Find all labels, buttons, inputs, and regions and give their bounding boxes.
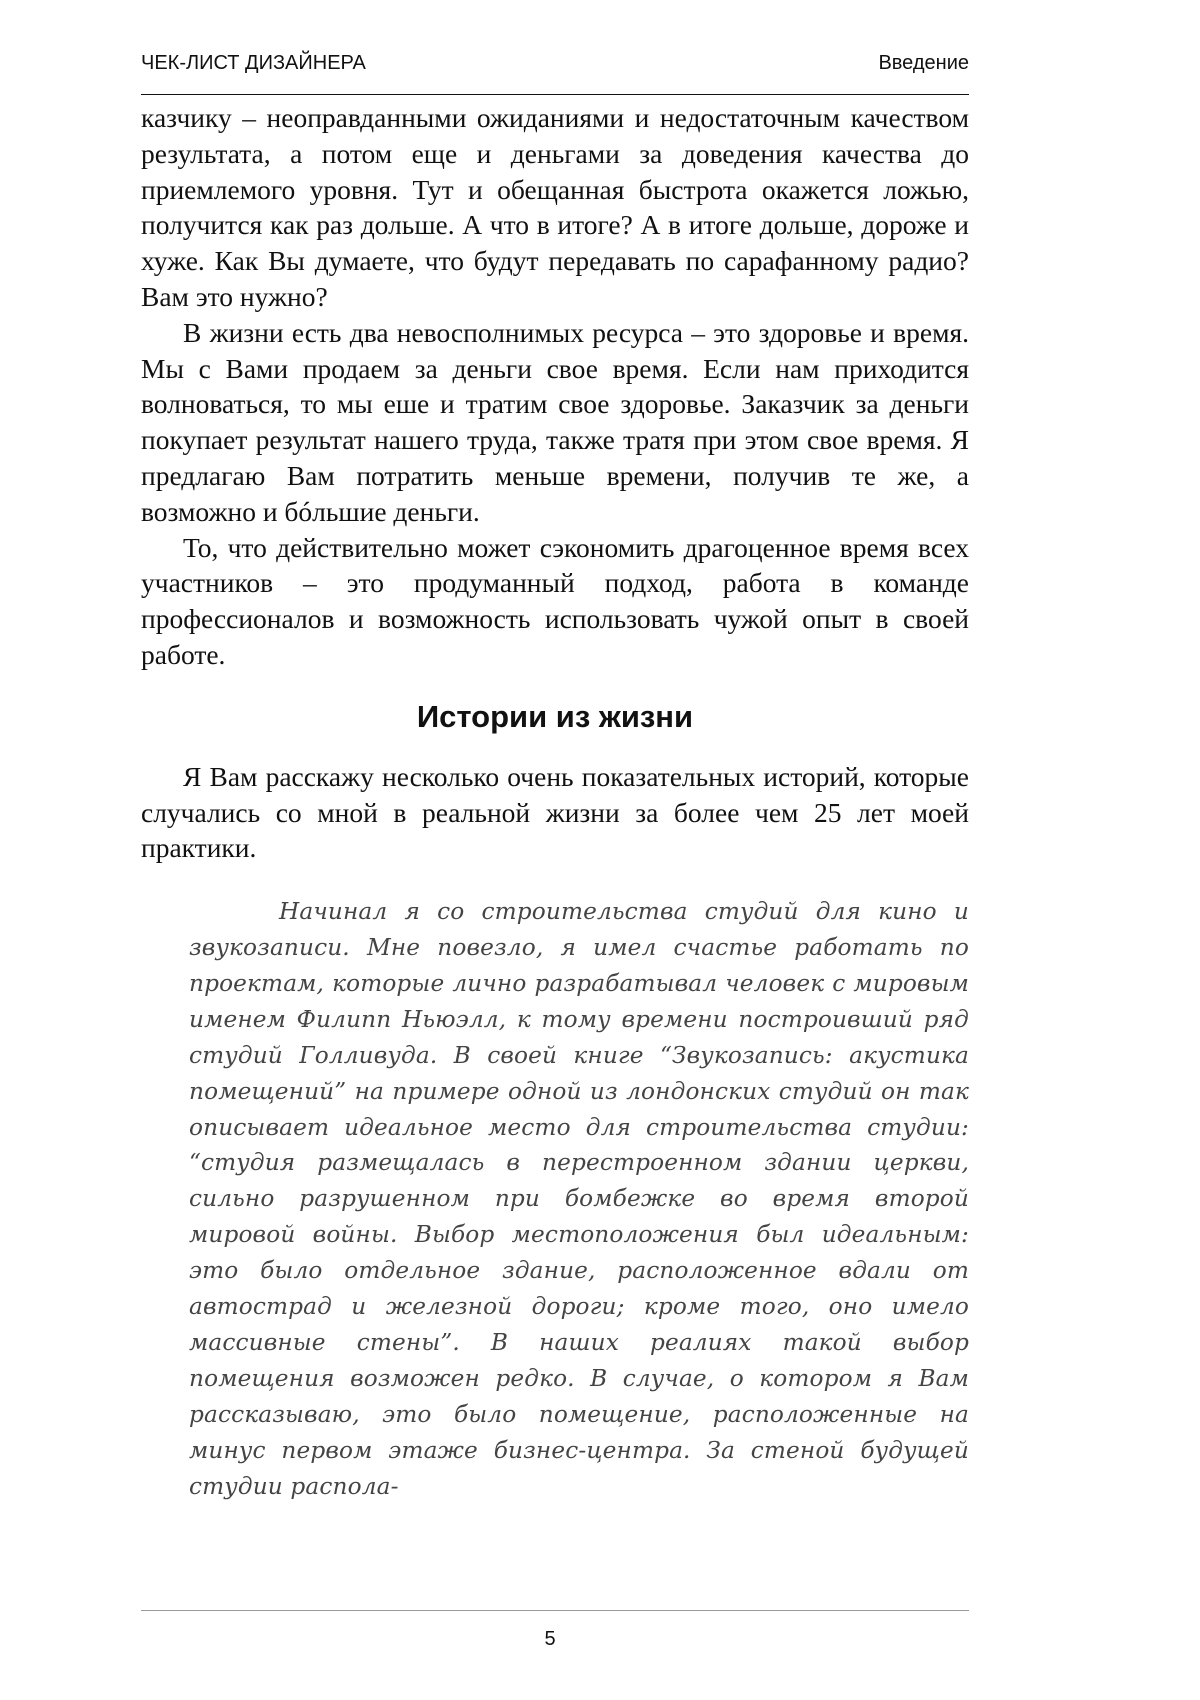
section-heading: Истории из жизни (416, 698, 694, 734)
story-quote (189, 894, 969, 1504)
footer-divider (141, 1610, 969, 1611)
paragraph: казчику – неоправданными ожиданиями и недостаточным качеством результата, а потом еще и деньгами за доведения качества до приемлемого уровня. Тут и обещанная быстрота окажется ложью, получится как раз дольше. А что в итоге? А в итоге дольше, дороже и хуже. Как Вы думаете, что будут передавать по сарафанному радио? Вам это нужно? (141, 102, 969, 312)
chapter-title: Введение (878, 52, 969, 74)
running-header (141, 52, 969, 92)
page-body (141, 100, 969, 1505)
paragraph: То, что действительно может сэкономить драгоценное время всех участников – это продуманный подход, работа в команде профессионалов и возможность использовать чужой опыт в своей работе. (141, 531, 969, 670)
paragraph: В жизни есть два невосполнимых ресурса – это здоровье и время. Мы с Вами продаем за деньги свое время. Если нам приходится волноваться, то мы еше и тратим свое здоровье. Заказчик за деньги покупает результат нашего труда, также тратя при этом свое время. Я предлагаю Вам потратить меньше времени, получив те же, а возможно и бóльшие деньги. (141, 316, 969, 527)
section-intro: Я Вам расскажу несколько очень показательных историй, которые случались со мной в реальной жизни за более чем 25 лет моей практики. (141, 760, 969, 864)
header-divider (141, 94, 969, 95)
quote-text: Начинал я со строительства студий для кино и звукозаписи. Мне повезло, я имел счастье работать по проектам, которые лично разрабатывал человек с мировым именем Филипп Ньюэлл, к тому времени построивший ряд студий Голливуда. В своей книге “Звукозапись: акустика помещений” на примере одной из лондонских студий он так описывает идеальное место для строительства студии: “студия размещалась в перестроенном здании церкви, сильно разрушенном при бомбежке во время второй мировой войны. Выбор местоположения был идеальным: это было отдельное здание, расположенное вдали от автострад и железной дороги; кроме того, оно имело массивные стены”. В наших реалиях такой выбор помещения возможен редко. В случае, о котором я Вам рассказываю, это было помещение, расположенные на минус первом этаже бизнес-центра. За стеной будущей студии распола- (189, 898, 969, 1500)
page-number: 5 (544, 1628, 556, 1650)
book-title: ЧЕК-ЛИСТ ДИЗАЙНЕРА (141, 52, 366, 74)
